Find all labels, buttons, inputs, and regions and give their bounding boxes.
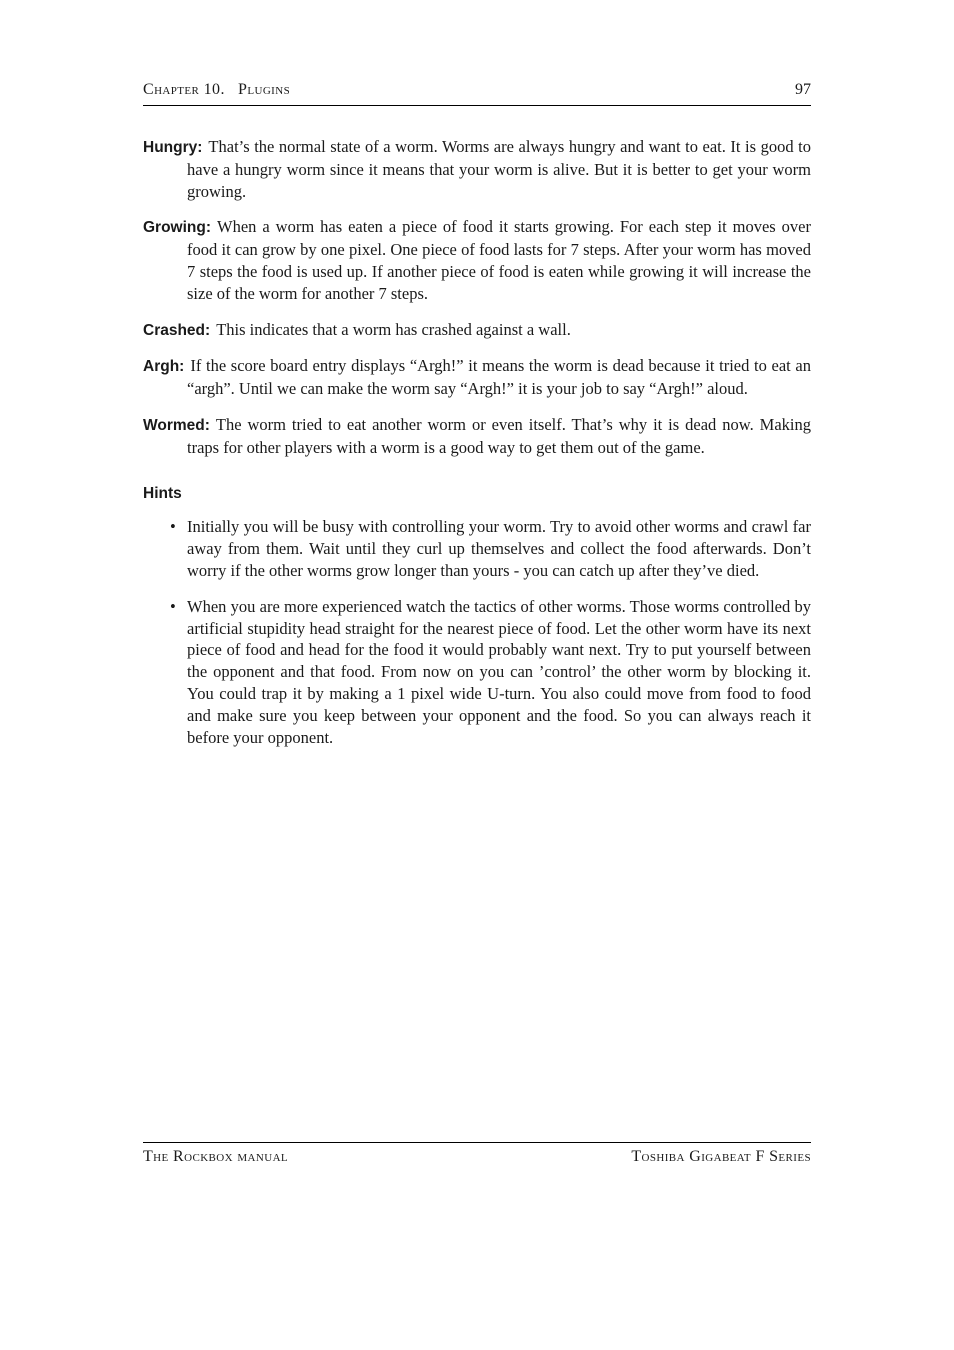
page-footer: [143, 1142, 811, 1166]
definition-text: When a worm has eaten a piece of food it starts growing. For each step it moves over food it can grow by one pixel. One piece of food lasts for 7 steps. After your worm has moved 7 steps the food is used up. If another piece of food is eaten while growing it will increase the size of the worm for another 7 steps.: [187, 217, 811, 303]
state-definition-crashed: [143, 319, 811, 342]
term-label: Crashed:: [143, 321, 211, 339]
hints-list: [143, 516, 811, 748]
main-content: [143, 136, 811, 762]
definition-text: That’s the normal state of a worm. Worms are always hungry and want to eat. It is good to have a hungry worm since it means that your worm is alive. But it is better to get your worm growing.: [187, 137, 811, 201]
term-label: Hungry:: [143, 139, 203, 156]
state-definition-wormed: [143, 414, 811, 459]
term-label: Growing:: [143, 219, 212, 237]
page-header: [143, 81, 811, 106]
definition-text: This indicates that a worm has crashed against a wall.: [216, 319, 571, 339]
page-number: 97: [795, 81, 811, 98]
manual-title: The Rockbox manual: [143, 1148, 289, 1165]
definition-text: The worm tried to eat another worm or even itself. That’s why it is dead now. Making traps for other players with a worm is a good way to get them out of the game.: [187, 414, 811, 457]
state-definition-argh: [143, 355, 811, 400]
term-label: Wormed:: [143, 416, 210, 434]
definition-text: If the score board entry displays “Argh!” it means the worm is dead because it tried to eat an “argh”. Until we can make the worm say “Argh!” it is your job to say “Argh!” aloud.: [187, 356, 811, 399]
hint-text: When you are more experienced watch the tactics of other worms. Those worms controlled by artificial stupidity head straight for the nearest piece of food. Let the other worm have its next piece of food and head for the food it would probably want next. Try to put yourself between the opponent and that food. From now on you can ’control’ the other worm by blocking it. You could trap it by making a 1 pixel wide U-turn. You also could move from food to food and make sure you keep between your opponent and the food. So you can always reach it before your opponent.: [187, 596, 811, 747]
device-name: Toshiba Gigabeat F Series: [631, 1148, 811, 1165]
bullet-icon: •: [170, 517, 176, 537]
hint-item: [143, 516, 811, 581]
hint-text: Initially you will be busy with controlling your worm. Try to avoid other worms and crawl far away from them. Wait until they curl up themselves and collect the food afterwards. Don’t worry if the other worms grow longer than yours - you can catch up after they’ve died.: [187, 517, 811, 580]
chapter-title: Chapter 10. Plugins: [143, 81, 291, 98]
hint-item: [143, 596, 811, 749]
bullet-icon: •: [170, 596, 176, 616]
hints-heading: Hints: [143, 484, 182, 502]
state-definition-hungry: [143, 136, 811, 202]
term-label: Argh:: [143, 358, 185, 376]
state-definition-growing: [143, 216, 811, 304]
